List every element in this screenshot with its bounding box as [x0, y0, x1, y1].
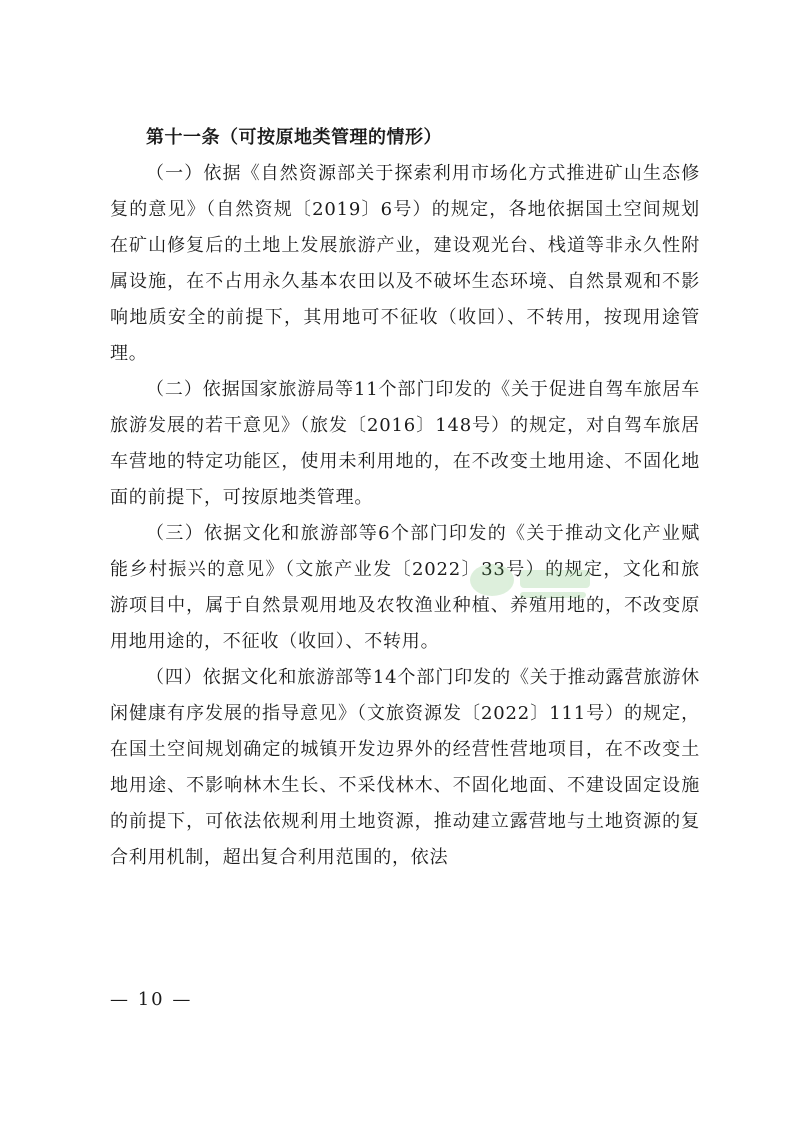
document-body — [110, 120, 700, 876]
paragraph-1: （一）依据《自然资源部关于探索利用市场化方式推进矿山生态修复的意见》（自然资规〔2019〕6号）的规定，各地依据国土空间规划在矿山修复后的土地上发展旅游产业，建设观光台、栈道等非永久性附属设施，在不占用永久基本农田以及不破坏生态环境、自然景观和不影响地质安全的前提下，其用地可不征收（收回）、不转用，按现用途管理。 — [110, 163, 700, 364]
article-heading: 第十一条（可按原地类管理的情形） — [146, 127, 442, 148]
watermark-text-block — [520, 570, 590, 588]
watermark-url-block — [520, 592, 586, 598]
watermark-mark-icon — [470, 564, 514, 596]
paragraph-3: （三）依据文化和旅游部等6个部门印发的《关于推动文化产业赋能乡村振兴的意见》（文旅产业发〔2022〕33号）的规定，文化和旅游项目中，属于自然景观用地及农牧渔业种植、养殖用地的，不改变原用地用途的，不征收（收回）、不转用。 — [110, 523, 700, 652]
page-number: — 10 — — [110, 989, 193, 1010]
paragraph-4: （四）依据文化和旅游部等14个部门印发的《关于推动露营旅游休闲健康有序发展的指导意见》（文旅资源发〔2022〕111号）的规定，在国土空间规划确定的城镇开发边界外的经营性营地项目，在不改变土地用途、不影响林木生长、不采伐林木、不固化地面、不建设固定设施的前提下，可依法依规利用土地资源，推动建立露营地与土地资源的复合利用机制，超出复合利用范围的，依法 — [110, 667, 700, 868]
watermark-logo-icon — [470, 560, 590, 610]
paragraph-2: （二）依据国家旅游局等11个部门印发的《关于促进自驾车旅居车旅游发展的若干意见》（旅发〔2016〕148号）的规定，对自驾车旅居车营地的特定功能区，使用未利用地的，在不改变土地用途、不固化地面的前提下，可按原地类管理。 — [110, 379, 700, 508]
